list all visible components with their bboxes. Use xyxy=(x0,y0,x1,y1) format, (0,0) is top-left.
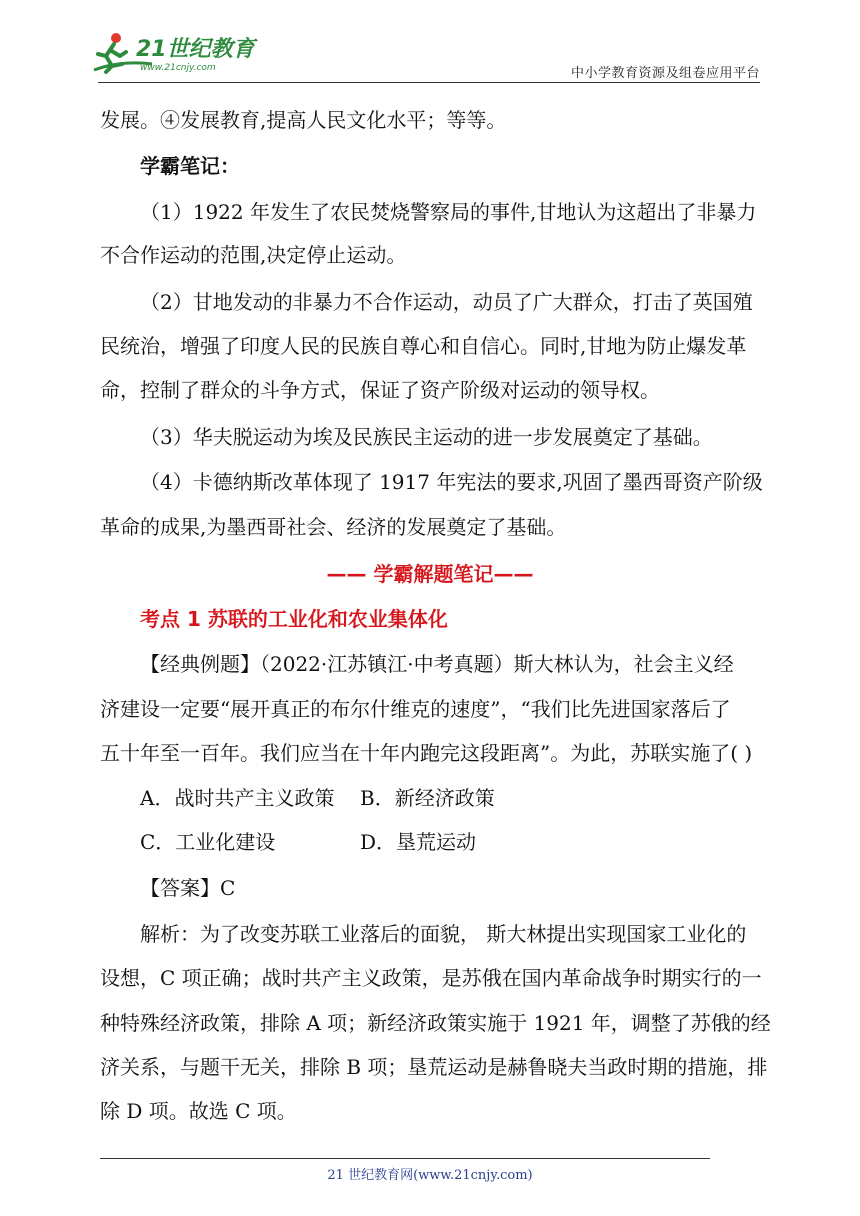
question-line-2: 济建设一定要“展开真正的布尔什维克的速度”，“我们比先进国家落后了 xyxy=(100,697,731,721)
logo xyxy=(92,30,262,76)
explanation-line-4: 济关系，与题干无关，排除 B 项；垦荒运动是赫鲁晓夫当政时期的措施，排 xyxy=(100,1055,768,1079)
note-2-line-1: （2）甘地发动的非暴力不合作运动，动员了广大群众，打击了英国殖 xyxy=(140,290,753,314)
option-c: C．工业化建设 xyxy=(140,830,276,854)
explanation-line-3: 种特殊经济政策，排除 A 项；新经济政策实施于 1921 年，调整了苏俄的经 xyxy=(100,1011,771,1035)
header-divider xyxy=(98,82,760,83)
option-d: D．垦荒运动 xyxy=(360,830,477,854)
option-a: A．战时共产主义政策 xyxy=(140,786,335,810)
note-4-line-1: （4）卡德纳斯改革体现了 1917 年宪法的要求,巩固了墨西哥资产阶级 xyxy=(140,470,763,494)
note-2-line-2: 民统治，增强了印度人民的民族自尊心和自信心。同时,甘地为防止爆发革 xyxy=(100,334,747,358)
footer-divider xyxy=(100,1158,710,1159)
notes-title: 学霸笔记： xyxy=(140,154,240,178)
logo-text: 21世纪教育 xyxy=(136,37,255,62)
header-platform-text: 中小学教育资源及组卷应用平台 xyxy=(570,66,760,81)
paragraph-line: 发展。④发展教育,提高人民文化水平；等等。 xyxy=(100,108,507,132)
note-1-line-1: （1）1922 年发生了农民焚烧警察局的事件,甘地认为这超出了非暴力 xyxy=(140,200,757,224)
note-1-line-2: 不合作运动的范围,决定停止运动。 xyxy=(100,243,407,267)
question-line-1: 【经典例题】（2022·江苏镇江·中考真题）斯大林认为，社会主义经 xyxy=(140,652,734,676)
kaodian-title: 考点 1 苏联的工业化和农业集体化 xyxy=(140,607,448,631)
question-line-3: 五十年至一百年。我们应当在十年内跑完这段距离”。为此，苏联实施了( ) xyxy=(100,741,753,765)
answer: 【答案】C xyxy=(140,876,236,900)
page-header xyxy=(0,0,860,90)
footer-text: 21 世纪教育网(www.21cnjy.com) xyxy=(327,1168,533,1183)
note-2-line-3: 命，控制了群众的斗争方式，保证了资产阶级对运动的领导权。 xyxy=(100,378,660,402)
explanation-line-1: 解析：为了改变苏联工业落后的面貌， 斯大林提出实现国家工业化的 xyxy=(140,922,747,946)
note-3: （3）华夫脱运动为埃及民族民主运动的进一步发展奠定了基础。 xyxy=(140,425,713,449)
option-b: B．新经济政策 xyxy=(360,786,495,810)
explanation-line-2: 设想，C 项正确；战时共产主义政策，是苏俄在国内革命战争时期实行的一 xyxy=(100,966,762,990)
explanation-line-5: 除 D 项。故选 C 项。 xyxy=(100,1099,297,1123)
section-title: —— 学霸解题笔记—— xyxy=(326,562,534,586)
logo-url: www.21cnjy.com xyxy=(140,63,216,73)
note-4-line-2: 革命的成果,为墨西哥社会、经济的发展奠定了基础。 xyxy=(100,515,567,539)
